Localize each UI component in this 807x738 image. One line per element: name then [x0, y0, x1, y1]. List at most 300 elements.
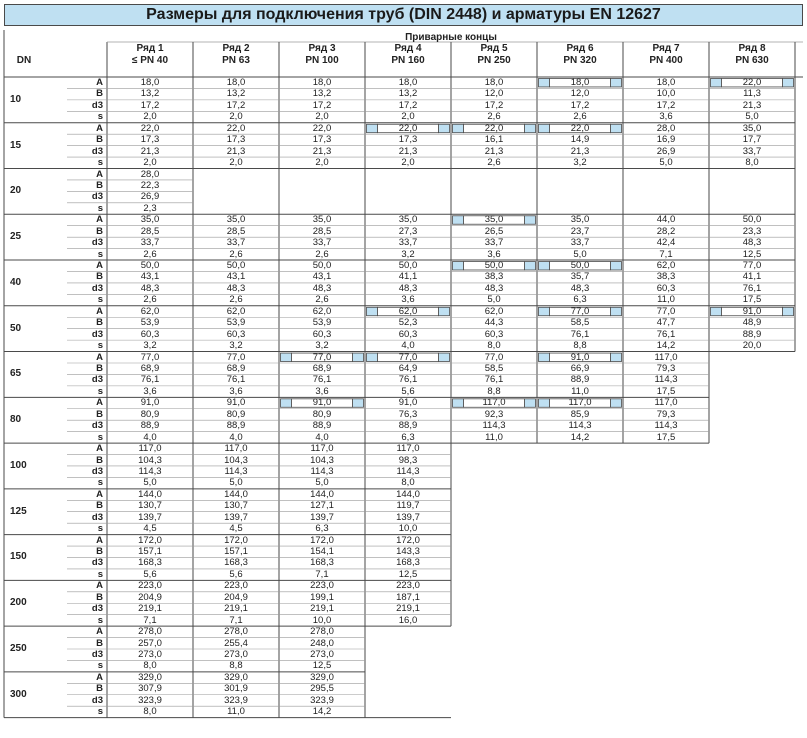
row-label: A [96, 77, 103, 88]
table-cell: 323,9 [138, 694, 162, 706]
table-cell: 28,2 [656, 225, 676, 237]
table-cell: 48,9 [742, 317, 762, 329]
table-cell: 17,2 [398, 99, 418, 111]
table-cell: 8,0 [401, 477, 415, 489]
table-cell: 329,0 [310, 671, 334, 683]
table-cell: 33,7 [484, 237, 504, 249]
table-cell: 22,0 [226, 122, 246, 134]
table-cell: 2,0 [229, 111, 243, 123]
table-cell: 58,5 [570, 317, 590, 329]
table-cell: 47,7 [656, 317, 676, 329]
table-cell: 43,1 [312, 271, 332, 283]
row-label: A [96, 626, 103, 638]
table-cell: 6,3 [573, 294, 587, 306]
table-cell: 17,2 [484, 99, 504, 111]
table-cell: 11,0 [657, 294, 675, 306]
table-cell: 104,3 [224, 454, 248, 466]
table-cell: 2,3 [143, 202, 157, 214]
table-cell: 92,3 [484, 408, 504, 420]
row-label: B [96, 88, 103, 100]
table-cell: 130,7 [224, 500, 248, 512]
table-cell: 62,0 [312, 305, 332, 317]
table-cell: 4,5 [143, 523, 157, 535]
table-cell: 22,0 [312, 122, 332, 134]
table-cell: 139,7 [396, 511, 420, 523]
table-cell: 143,3 [396, 546, 420, 558]
table-cell: 14,2 [656, 340, 676, 352]
table-cell: 62,0 [484, 305, 504, 317]
table-cell: 35,0 [140, 214, 160, 226]
row-label: A [96, 397, 103, 409]
table-cell: 2,6 [487, 157, 501, 169]
table-cell: 7,1 [143, 614, 157, 626]
table-cell: 2,6 [315, 294, 329, 306]
row-label: d3 [91, 649, 103, 660]
table-cell: 8,0 [143, 706, 157, 718]
table-cell: 3,6 [659, 111, 673, 123]
table-cell: 17,5 [742, 294, 762, 306]
row-label: s [97, 248, 103, 260]
row-label: d3 [91, 511, 103, 523]
table-cell: 223,0 [224, 580, 248, 592]
table-cell: 17,3 [398, 134, 418, 146]
table-cell: 168,3 [310, 557, 334, 569]
table-cell: 44,0 [656, 214, 676, 226]
table-cell: 60,3 [140, 328, 160, 340]
table-cell: 76,1 [312, 374, 332, 386]
row-label: d3 [91, 465, 103, 477]
row-label: B [96, 134, 103, 146]
table-cell: 38,3 [656, 271, 676, 283]
table-cell: 301,9 [224, 683, 248, 695]
table-cell: 48,3 [742, 237, 762, 249]
table-cell: 3,6 [401, 294, 415, 306]
table-cell: 16,9 [656, 134, 676, 146]
table-cell: 33,7 [140, 237, 160, 249]
series-name: Ряд 5 [480, 43, 508, 54]
table-cell: 33,7 [570, 237, 590, 249]
table-cell: 50,0 [570, 260, 590, 272]
table-cell: 8,0 [745, 157, 759, 169]
table-cell: 88,9 [570, 374, 590, 386]
dn-header: DN [16, 55, 32, 66]
table-cell: 144,0 [138, 488, 162, 500]
table-cell: 50,0 [226, 260, 246, 272]
table-cell: 42,4 [656, 237, 676, 249]
row-label: d3 [91, 374, 103, 386]
table-cell: 17,3 [312, 134, 332, 146]
dn-value: 150 [10, 551, 27, 563]
dn-value: 250 [10, 643, 27, 654]
table-cell: 6,3 [315, 523, 329, 535]
table-cell: 157,1 [224, 546, 248, 558]
table-cell: 2,6 [143, 248, 157, 260]
table-cell: 22,0 [140, 122, 160, 134]
table-cell: 98,3 [398, 454, 418, 466]
row-label: s [97, 614, 103, 626]
table-cell: 13,2 [398, 88, 418, 100]
table-cell: 91,0 [570, 351, 590, 363]
series-pn: ≤ PN 40 [131, 55, 169, 66]
table-cell: 273,0 [224, 649, 248, 660]
row-label: s [97, 706, 103, 718]
super-header: Приварные концы [405, 32, 497, 43]
table-cell: 114,3 [654, 420, 678, 432]
row-label: s [97, 340, 103, 352]
table-cell: 68,9 [226, 363, 246, 374]
table-cell: 20,0 [742, 340, 762, 352]
table-cell: 219,1 [224, 603, 248, 615]
table-cell: 172,0 [138, 534, 162, 546]
table-cell: 323,9 [224, 694, 248, 706]
table-cell: 2,6 [315, 248, 329, 260]
table-cell: 114,3 [396, 465, 420, 477]
table-cell: 62,0 [140, 305, 160, 317]
table-cell: 307,9 [138, 683, 162, 695]
table-cell: 117,0 [568, 397, 592, 409]
table-cell: 187,1 [396, 591, 420, 603]
table-cell: 21,3 [398, 145, 418, 157]
table-cell: 157,1 [138, 546, 162, 558]
table-cell: 26,5 [484, 225, 504, 237]
table-cell: 77,0 [140, 351, 160, 363]
table-cell: 329,0 [138, 671, 162, 683]
table-cell: 35,7 [570, 271, 590, 283]
table-cell: 11,3 [743, 88, 761, 100]
table-cell: 22,0 [570, 122, 590, 134]
table-cell: 172,0 [310, 534, 334, 546]
table-cell: 77,0 [226, 351, 246, 363]
series-name: Ряд 7 [652, 43, 680, 54]
table-cell: 119,7 [396, 500, 420, 512]
table-cell: 2,6 [229, 248, 243, 260]
table-cell: 33,7 [742, 145, 762, 157]
row-label: B [96, 363, 103, 374]
series-pn: PN 400 [649, 55, 683, 66]
row-label: d3 [91, 145, 103, 157]
table-cell: 21,3 [742, 99, 762, 111]
table-cell: 127,1 [310, 500, 334, 512]
table-cell: 223,0 [396, 580, 420, 592]
table-cell: 168,3 [224, 557, 248, 569]
table-cell: 5,0 [659, 157, 673, 169]
table-cell: 50,0 [484, 260, 504, 272]
table-cell: 50,0 [140, 260, 160, 272]
row-label: B [96, 546, 103, 558]
table-cell: 53,9 [312, 317, 332, 329]
table-cell: 8,8 [573, 340, 587, 352]
dn-value: 10 [10, 93, 22, 105]
table-cell: 7,1 [229, 614, 243, 626]
table-cell: 139,7 [310, 511, 334, 523]
table-cell: 8,8 [487, 385, 501, 397]
row-label: A [96, 122, 103, 134]
table-cell: 2,0 [401, 111, 415, 123]
row-label: s [97, 294, 103, 306]
row-label: A [96, 168, 103, 180]
table-cell: 14,2 [312, 706, 332, 718]
dn-value: 300 [10, 688, 27, 700]
table-cell: 2,0 [143, 157, 157, 169]
row-label: B [96, 637, 103, 649]
table-cell: 50,0 [398, 260, 418, 272]
table-cell: 2,6 [487, 111, 501, 123]
table-cell: 26,9 [140, 191, 160, 203]
table-cell: 21,3 [226, 145, 246, 157]
table-cell: 21,3 [484, 145, 504, 157]
table-cell: 88,9 [398, 420, 418, 432]
table-cell: 13,2 [140, 88, 160, 100]
table-cell: 14,2 [570, 431, 590, 443]
row-label: A [96, 351, 103, 363]
table-cell: 114,3 [138, 465, 162, 477]
table-cell: 154,1 [310, 546, 334, 558]
table-cell: 10,0 [656, 88, 676, 100]
table-cell: 3,6 [315, 385, 329, 397]
table-cell: 3,2 [229, 340, 243, 352]
table-cell: 8,0 [143, 660, 157, 672]
dn-value: 40 [10, 276, 22, 288]
table-cell: 22,0 [484, 122, 504, 134]
table-cell: 33,7 [398, 237, 418, 249]
table-cell: 144,0 [396, 488, 420, 500]
table-cell: 23,3 [742, 225, 762, 237]
table-cell: 5,0 [745, 111, 759, 123]
table-cell: 77,0 [312, 351, 332, 363]
table-cell: 329,0 [224, 671, 248, 683]
table-cell: 62,0 [656, 260, 676, 272]
table-cell: 17,2 [570, 99, 590, 111]
table-cell: 53,9 [226, 317, 246, 329]
series-pn: PN 63 [222, 55, 250, 66]
dn-value: 125 [10, 505, 27, 517]
row-label: d3 [91, 694, 103, 706]
table-cell: 114,3 [224, 465, 248, 477]
table-cell: 4,0 [315, 431, 329, 443]
table-cell: 60,3 [312, 328, 332, 340]
table-cell: 5,6 [143, 568, 157, 580]
table-cell: 5,0 [487, 294, 501, 306]
table-cell: 17,5 [656, 385, 676, 397]
table-cell: 88,9 [140, 420, 160, 432]
table-cell: 60,3 [484, 328, 504, 340]
table-cell: 2,6 [143, 294, 157, 306]
row-label: A [96, 488, 103, 500]
table-cell: 278,0 [224, 626, 248, 638]
table-cell: 35,0 [484, 214, 504, 226]
row-label: A [96, 534, 103, 546]
table-cell: 168,3 [396, 557, 420, 569]
table-cell: 48,3 [570, 282, 590, 294]
table-cell: 76,1 [140, 374, 160, 386]
table-cell: 88,9 [742, 328, 762, 340]
table-cell: 11,0 [485, 431, 503, 443]
table-cell: 8,8 [229, 660, 243, 672]
table-cell: 139,7 [224, 511, 248, 523]
table-cell: 64,9 [398, 363, 418, 374]
table-cell: 2,6 [229, 294, 243, 306]
row-label: s [97, 477, 103, 489]
row-label: s [97, 157, 103, 169]
row-label: A [96, 443, 103, 455]
dn-value: 80 [10, 414, 22, 426]
table-cell: 53,9 [140, 317, 160, 329]
table-cell: 52,3 [398, 317, 418, 329]
table-cell: 18,0 [656, 77, 676, 88]
table-cell: 5,6 [229, 568, 243, 580]
row-label: d3 [91, 328, 103, 340]
series-name: Ряд 1 [136, 43, 164, 54]
table-cell: 58,5 [484, 363, 504, 374]
table-cell: 11,0 [227, 706, 245, 718]
table-cell: 68,9 [140, 363, 160, 374]
table-cell: 13,2 [312, 88, 332, 100]
table-cell: 17,3 [140, 134, 160, 146]
table-cell: 35,0 [312, 214, 332, 226]
table-cell: 12,5 [742, 248, 762, 260]
series-pn: PN 320 [563, 55, 597, 66]
table-cell: 68,9 [312, 363, 332, 374]
table-cell: 62,0 [226, 305, 246, 317]
dn-value: 15 [10, 139, 22, 151]
row-label: s [97, 660, 103, 672]
table-cell: 2,0 [315, 111, 329, 123]
row-label: B [96, 179, 103, 191]
table-cell: 4,0 [143, 431, 157, 443]
row-label: s [97, 111, 103, 123]
table-cell: 21,3 [140, 145, 160, 157]
table-cell: 48,3 [140, 282, 160, 294]
table-cell: 76,1 [226, 374, 246, 386]
dn-value: 25 [10, 231, 22, 243]
table-cell: 295,5 [310, 683, 334, 695]
table-cell: 114,3 [310, 465, 334, 477]
series-name: Ряд 4 [394, 43, 422, 54]
table-cell: 168,3 [138, 557, 162, 569]
table-cell: 12,0 [484, 88, 504, 100]
table-cell: 3,6 [487, 248, 501, 260]
table-cell: 91,0 [398, 397, 418, 409]
row-label: B [96, 271, 103, 283]
table-cell: 76,1 [656, 328, 676, 340]
table-cell: 117,0 [654, 351, 678, 363]
table-cell: 21,3 [312, 145, 332, 157]
row-label: s [97, 385, 103, 397]
table-cell: 117,0 [482, 397, 506, 409]
table-cell: 4,0 [229, 431, 243, 443]
table-cell: 80,9 [140, 408, 160, 420]
row-label: B [96, 408, 103, 420]
table-cell: 7,1 [659, 248, 673, 260]
table-cell: 77,0 [484, 351, 504, 363]
table-cell: 35,0 [570, 214, 590, 226]
row-label: B [96, 454, 103, 466]
table-cell: 48,3 [312, 282, 332, 294]
table-cell: 144,0 [310, 488, 334, 500]
table-cell: 8,0 [487, 340, 501, 352]
table-cell: 18,0 [398, 77, 418, 88]
series-pn: PN 100 [305, 55, 339, 66]
table-cell: 79,3 [656, 363, 676, 374]
row-label: d3 [91, 237, 103, 249]
table-cell: 48,3 [398, 282, 418, 294]
table-cell: 2,0 [401, 157, 415, 169]
row-label: B [96, 591, 103, 603]
table-cell: 5,0 [229, 477, 243, 489]
table-cell: 76,1 [742, 282, 762, 294]
row-label: A [96, 580, 103, 592]
row-label: s [97, 568, 103, 580]
table-cell: 91,0 [140, 397, 160, 409]
table-cell: 117,0 [310, 443, 334, 455]
dn-value: 200 [10, 597, 27, 609]
table-cell: 2,0 [229, 157, 243, 169]
table-cell: 77,0 [742, 260, 762, 272]
table-cell: 17,7 [742, 134, 762, 146]
table-cell: 26,9 [656, 145, 676, 157]
table-cell: 79,3 [656, 408, 676, 420]
table-cell: 11,0 [571, 385, 589, 397]
table-cell: 273,0 [138, 649, 162, 660]
table-cell: 17,2 [312, 99, 332, 111]
table-cell: 278,0 [138, 626, 162, 638]
table-cell: 3,6 [229, 385, 243, 397]
table-cell: 3,2 [143, 340, 157, 352]
table-cell: 3,6 [143, 385, 157, 397]
table-cell: 7,1 [315, 568, 329, 580]
table-cell: 80,9 [312, 408, 332, 420]
series-pn: PN 160 [391, 55, 425, 66]
table-cell: 199,1 [310, 591, 334, 603]
table-cell: 4,0 [401, 340, 415, 352]
table-cell: 62,0 [398, 305, 418, 317]
table-cell: 66,9 [570, 363, 590, 374]
table-cell: 77,0 [656, 305, 676, 317]
table-cell: 80,9 [226, 408, 246, 420]
table-cell: 17,3 [226, 134, 246, 146]
table-cell: 76,1 [398, 374, 418, 386]
table-cell: 27,3 [398, 225, 418, 237]
table-cell: 114,3 [482, 420, 506, 432]
table-cell: 3,2 [315, 340, 329, 352]
row-label: s [97, 431, 103, 443]
table-cell: 219,1 [396, 603, 420, 615]
table-cell: 76,1 [570, 328, 590, 340]
series-name: Ряд 6 [566, 43, 594, 54]
dn-value: 50 [10, 322, 22, 334]
table-cell: 44,3 [484, 317, 504, 329]
table-cell: 6,3 [401, 431, 415, 443]
table-cell: 91,0 [742, 305, 762, 317]
table-cell: 60,3 [656, 282, 676, 294]
row-label: d3 [91, 557, 103, 569]
table-cell: 223,0 [310, 580, 334, 592]
table-cell: 88,9 [312, 420, 332, 432]
table-cell: 4,5 [229, 523, 243, 535]
table-cell: 255,4 [224, 637, 248, 649]
table-cell: 76,3 [398, 408, 418, 420]
table-cell: 38,3 [484, 271, 504, 283]
table-cell: 22,0 [398, 122, 418, 134]
table-cell: 76,1 [484, 374, 504, 386]
table-cell: 50,0 [312, 260, 332, 272]
table-cell: 323,9 [310, 694, 334, 706]
table-cell: 17,2 [226, 99, 246, 111]
table-cell: 91,0 [226, 397, 246, 409]
table-cell: 10,0 [312, 614, 332, 626]
table-cell: 16,1 [484, 134, 504, 146]
table-cell: 18,0 [484, 77, 504, 88]
